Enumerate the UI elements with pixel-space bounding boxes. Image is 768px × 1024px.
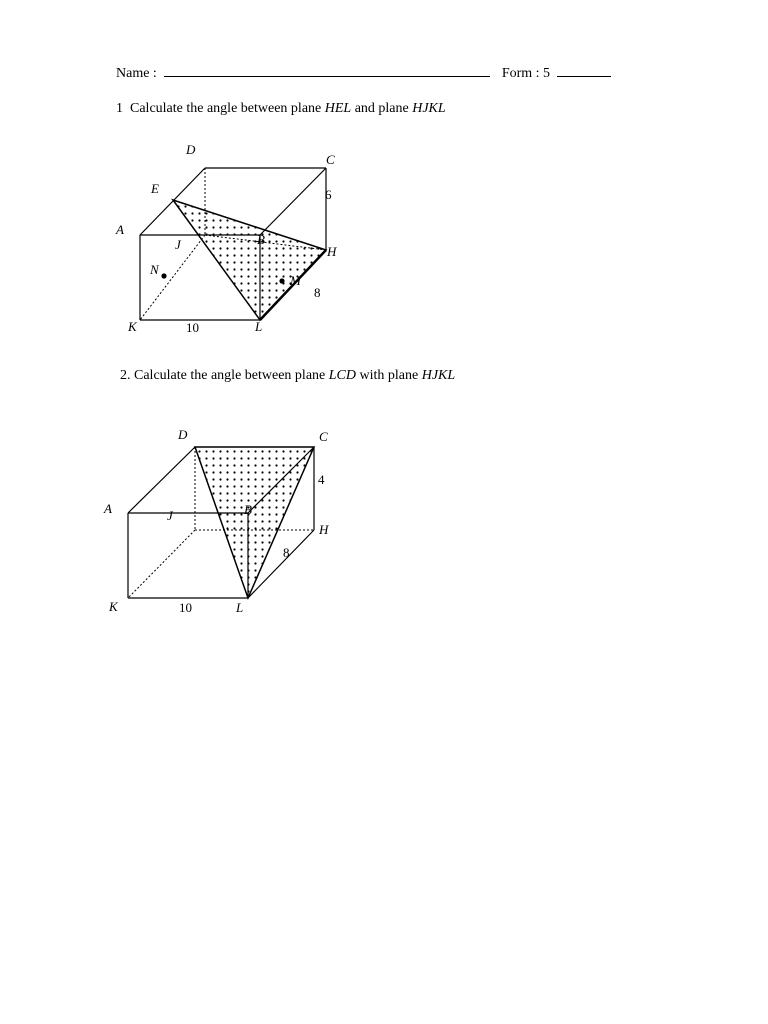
label-b: B <box>257 232 265 247</box>
question-2-plane2: HJKL <box>421 368 456 383</box>
label-d: D <box>186 142 196 157</box>
dimension-length: 10 <box>186 320 199 335</box>
label-n: N <box>150 262 159 277</box>
dimension-length: 10 <box>179 600 192 615</box>
label-l: L <box>236 600 244 615</box>
question-2-number: 2. <box>120 368 131 383</box>
question-1-number: 1 <box>116 101 123 116</box>
label-d: D <box>178 427 188 442</box>
question-1-text-before: Calculate the angle between plane <box>130 101 325 116</box>
label-k: K <box>128 319 137 334</box>
label-c: C <box>319 429 328 444</box>
label-m: M <box>290 273 301 288</box>
question-1-plane2: HJKL <box>412 101 446 116</box>
name-label: Name : <box>116 66 157 81</box>
dimension-height: 6 <box>325 187 332 202</box>
label-j: J <box>175 237 181 252</box>
label-j: J <box>167 508 173 523</box>
label-h: H <box>319 522 329 537</box>
label-c: C <box>326 152 335 167</box>
label-b: B <box>244 502 252 517</box>
label-a: A <box>116 222 124 237</box>
dimension-depth: 8 <box>283 545 290 560</box>
label-l: L <box>255 319 263 334</box>
question-2-text-before: Calculate the angle between plane <box>134 368 329 383</box>
question-2-plane1: LCD <box>328 368 356 383</box>
question-1-text-middle: and plane <box>351 101 413 116</box>
label-k: K <box>109 599 118 614</box>
form-label: Form : 5 <box>501 66 551 81</box>
label-e: E <box>151 181 159 196</box>
question-2-text-middle: with plane <box>355 368 422 383</box>
label-h: H <box>327 244 337 259</box>
dimension-depth: 8 <box>314 285 321 300</box>
dimension-height: 4 <box>318 472 325 487</box>
question-1-plane1: HEL <box>324 101 352 116</box>
label-a: A <box>104 501 112 516</box>
plane-lcd-shaded <box>195 447 314 598</box>
